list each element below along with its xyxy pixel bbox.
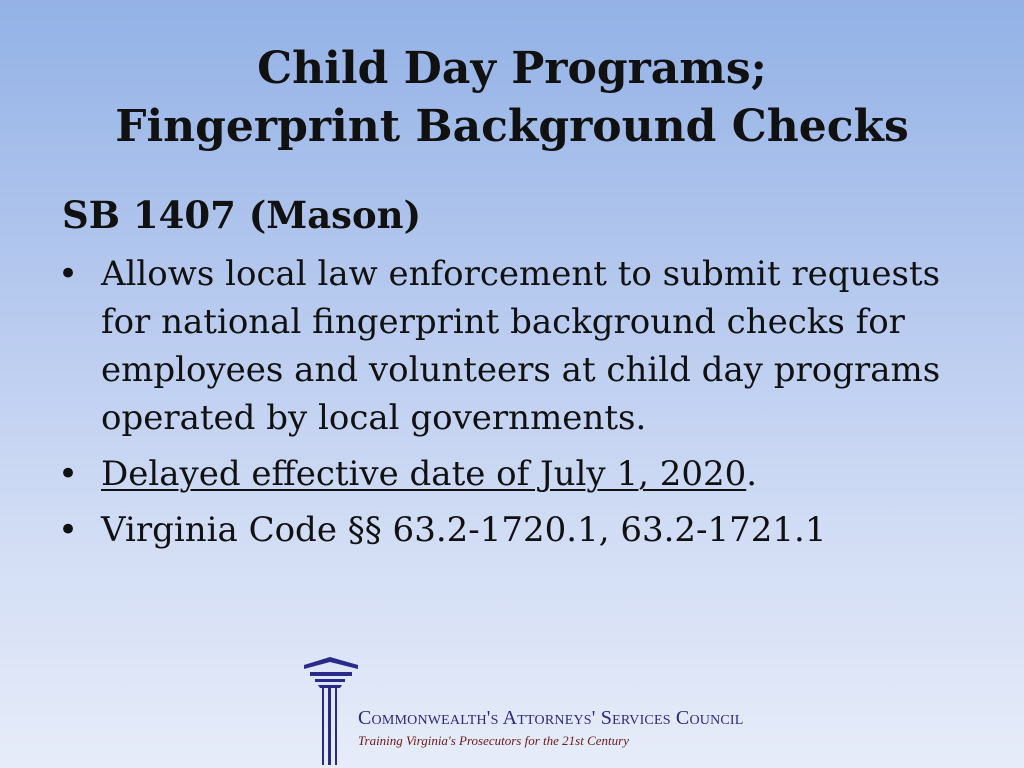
slide-title-line-2: Fingerprint Background Checks <box>115 101 909 152</box>
bullet-item <box>58 450 978 498</box>
bullet-marker: • <box>58 454 79 494</box>
code-citation-text: Virginia Code §§ 63.2-1720.1, 63.2-1721.1 <box>101 510 827 550</box>
bullet-period: . <box>746 454 758 494</box>
slide-title <box>0 40 1024 156</box>
bullet-item <box>58 250 978 442</box>
bullet-marker: • <box>58 510 79 550</box>
bullet-list <box>58 250 978 562</box>
bullet-item <box>58 506 978 554</box>
bullet-text: Allows local law enforcement to submit requests for national fingerprint background checks for employees and volunteers at child day programs operated by local governments. <box>101 254 941 438</box>
bill-heading: SB 1407 (Mason) <box>62 193 422 237</box>
council-logo <box>300 655 744 765</box>
column-pillar-icon <box>300 655 360 765</box>
effective-date-text: Delayed effective date of July 1, 2020 <box>101 454 747 494</box>
council-name: Commonwealth's Attorneys' Services Council <box>358 707 744 729</box>
bullet-marker: • <box>58 254 79 294</box>
council-tagline: Training Virginia's Prosecutors for the 21st Century <box>358 733 629 748</box>
slide-title-line-1: Child Day Programs; <box>257 43 767 94</box>
